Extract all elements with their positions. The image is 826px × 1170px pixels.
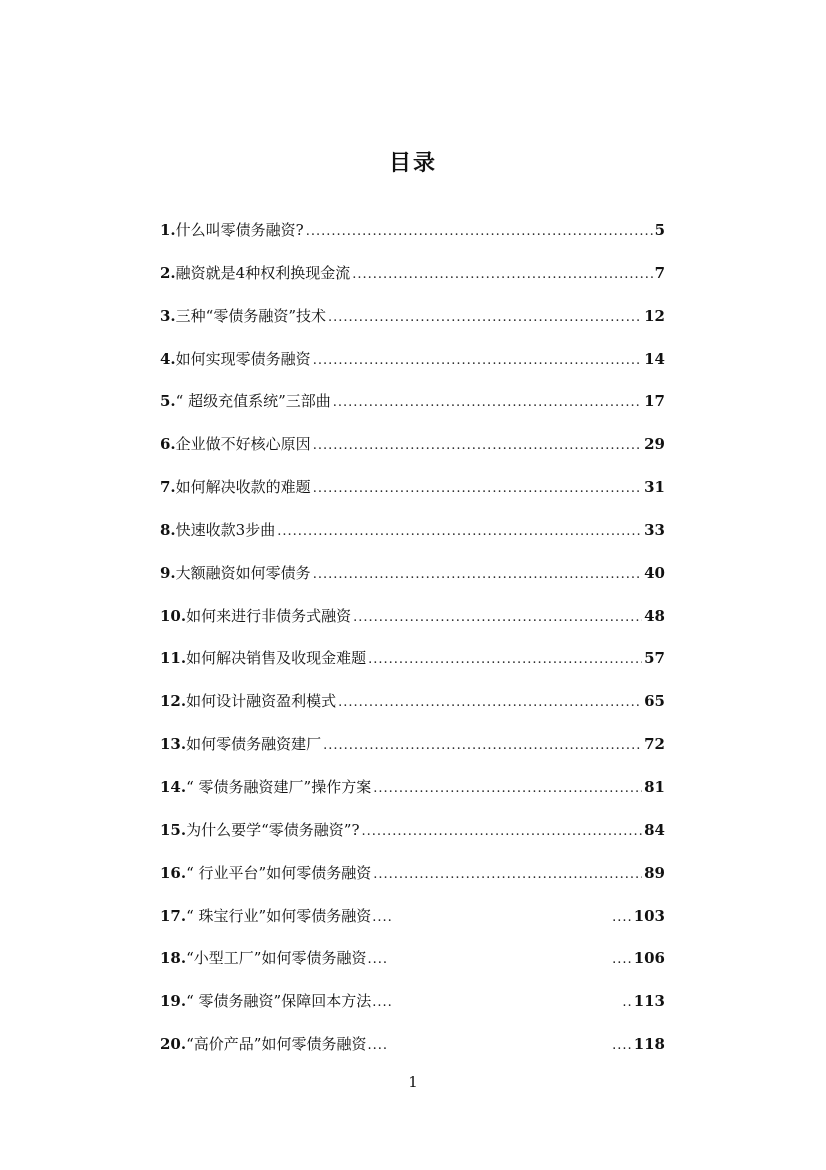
toc-entry[interactable] — [160, 729, 665, 772]
toc-entry-page: 72 — [644, 735, 665, 754]
toc-entry-title: “ 行业平台”如何零债务融资 — [186, 863, 372, 882]
toc-entry-page: 89 — [644, 863, 665, 882]
toc-entry-title: 融资就是4种权利换现金流 — [175, 263, 351, 282]
toc-entry-number: 10. — [160, 606, 187, 625]
toc-entry[interactable] — [160, 858, 665, 901]
toc-entry-title: 如何来进行非债务式融资 — [186, 606, 352, 625]
toc-entry-page: 106 — [633, 949, 665, 968]
toc-entry-title: “ 零债务融资”保障回本方法 — [186, 992, 372, 1011]
toc-entry[interactable] — [160, 943, 665, 986]
dot-leader — [352, 260, 652, 290]
toc-entry[interactable] — [160, 258, 665, 301]
toc-entry-number: 20. — [160, 1035, 187, 1054]
toc-entry-link[interactable] — [160, 515, 665, 547]
dot-leader — [306, 217, 653, 247]
toc-entry-link[interactable] — [160, 558, 665, 590]
toc-entry-number: 15. — [160, 820, 187, 839]
toc-entry-page: 81 — [644, 777, 665, 796]
toc-entry-title: “小型工厂”如何零债务融资 — [186, 949, 367, 968]
toc-entry[interactable] — [160, 472, 665, 515]
toc-entry-number: 2. — [160, 263, 176, 282]
toc-entry-link[interactable] — [160, 429, 665, 461]
toc-entry-number: 8. — [160, 520, 176, 539]
dot-leader — [313, 346, 642, 376]
toc-entry[interactable] — [160, 772, 665, 815]
toc-entry-page: 31 — [644, 478, 665, 497]
toc-entry-link[interactable] — [160, 258, 665, 290]
toc-entry-page: 5 — [654, 221, 665, 239]
toc-entry-title: 如何零债务融资建厂 — [186, 735, 322, 754]
toc-entry-page: 17 — [644, 392, 665, 411]
toc-entry-title: “ 零债务融资建厂”操作方案 — [186, 777, 372, 796]
dot-leader-prefix: .... — [612, 909, 633, 925]
toc-entry-title: 如何设计融资盈利模式 — [186, 692, 337, 711]
toc-entry-link[interactable] — [160, 901, 665, 933]
toc-entry-number: 19. — [160, 992, 187, 1011]
toc-entry[interactable] — [160, 901, 665, 944]
toc-entry-page: 57 — [644, 649, 665, 668]
toc-entry[interactable] — [160, 815, 665, 858]
toc-entry-title: 如何解决销售及收现金难题 — [186, 649, 367, 668]
dot-leader — [353, 603, 642, 633]
dot-leader — [367, 1031, 389, 1061]
toc-entry[interactable] — [160, 429, 665, 472]
toc-entry-number: 13. — [160, 735, 187, 754]
toc-entry-number: 14. — [160, 777, 187, 796]
toc-entry-number: 4. — [160, 349, 176, 368]
toc-entry-number: 7. — [160, 478, 176, 497]
dot-leader — [373, 774, 642, 804]
toc-entry-number: 3. — [160, 306, 176, 325]
dot-leader — [373, 860, 642, 890]
toc-entry-page: 113 — [633, 992, 665, 1011]
dot-leader — [362, 817, 643, 847]
toc-entry-link[interactable] — [160, 386, 665, 418]
toc-entry-link[interactable] — [160, 643, 665, 675]
toc-entry-number: 16. — [160, 863, 187, 882]
toc-entry-link[interactable] — [160, 729, 665, 761]
toc-entry[interactable] — [160, 643, 665, 686]
toc-entry[interactable] — [160, 986, 665, 1029]
toc-entry-title: 大额融资如何零债务 — [175, 563, 311, 582]
table-of-contents — [160, 215, 665, 1072]
toc-entry-page: 33 — [644, 520, 665, 539]
toc-entry[interactable] — [160, 301, 665, 344]
dot-leader — [368, 645, 642, 675]
toc-entry-page: 29 — [644, 435, 665, 454]
toc-entry-link[interactable] — [160, 344, 665, 376]
toc-entry-title: “ 珠宝行业”如何零债务融资 — [186, 906, 372, 925]
toc-entry-number: 9. — [160, 563, 176, 582]
dot-leader-prefix: .... — [612, 952, 633, 968]
toc-entry-title: 什么叫零债务融资? — [175, 221, 304, 239]
toc-entry-link[interactable] — [160, 772, 665, 804]
dot-leader — [313, 560, 642, 590]
toc-entry-number: 17. — [160, 906, 187, 925]
toc-entry-title: 如何解决收款的难题 — [175, 478, 311, 497]
toc-entry-title: 快速收款3步曲 — [175, 520, 276, 539]
toc-entry-link[interactable] — [160, 686, 665, 718]
toc-entry[interactable] — [160, 344, 665, 387]
toc-entry[interactable] — [160, 386, 665, 429]
dot-leader — [333, 388, 642, 418]
toc-entry-page: 12 — [644, 306, 665, 325]
toc-entry-link[interactable] — [160, 1029, 665, 1061]
toc-entry-page: 48 — [644, 606, 665, 625]
toc-entry-title: 为什么要学“零债务融资”? — [186, 820, 360, 839]
toc-entry-number: 5. — [160, 392, 176, 411]
toc-entry-number: 12. — [160, 692, 187, 711]
toc-entry-title: 企业做不好核心原因 — [175, 435, 311, 454]
toc-entry-link[interactable] — [160, 301, 665, 333]
toc-entry[interactable] — [160, 1029, 665, 1072]
toc-entry-number: 18. — [160, 949, 187, 968]
toc-entry-link[interactable] — [160, 601, 665, 633]
toc-entry-number: 1. — [160, 221, 176, 239]
toc-entry-page: 103 — [633, 906, 665, 925]
page-title: 目录 — [388, 150, 437, 176]
toc-entry-page: 65 — [644, 692, 665, 711]
toc-entry-page: 14 — [644, 349, 665, 368]
toc-entry-number: 11. — [160, 649, 187, 668]
dot-leader-prefix: .... — [612, 1038, 633, 1054]
toc-entry-number: 6. — [160, 435, 176, 454]
toc-entry-title: 三种“零债务融资”技术 — [175, 306, 327, 325]
toc-entry-page: 118 — [633, 1035, 665, 1054]
toc-entry-link[interactable] — [160, 943, 665, 975]
dot-leader-prefix: .. — [622, 995, 633, 1011]
toc-entry-title: 如何实现零债务融资 — [175, 349, 311, 368]
dot-leader — [323, 731, 642, 761]
dot-leader — [367, 945, 389, 975]
toc-entry-page: 40 — [644, 563, 665, 582]
toc-entry-link[interactable] — [160, 472, 665, 504]
toc-entry-title: “ 超级充值系统”三部曲 — [175, 392, 331, 411]
toc-entry[interactable] — [160, 215, 665, 258]
toc-entry[interactable] — [160, 601, 665, 644]
toc-entry[interactable] — [160, 686, 665, 729]
toc-entry[interactable] — [160, 558, 665, 601]
toc-entry-link[interactable] — [160, 986, 665, 1018]
dot-leader — [313, 431, 642, 461]
dot-leader — [277, 517, 642, 547]
toc-entry-title: “高价产品”如何零债务融资 — [186, 1035, 367, 1054]
dot-leader — [372, 903, 394, 933]
dot-leader — [338, 688, 642, 718]
toc-entry-link[interactable] — [160, 215, 665, 247]
dot-leader — [328, 303, 642, 333]
dot-leader — [372, 988, 394, 1018]
toc-entry-page: 84 — [644, 820, 665, 839]
toc-entry[interactable] — [160, 515, 665, 558]
dot-leader — [313, 474, 642, 504]
toc-entry-page: 7 — [654, 263, 665, 282]
toc-entry-link[interactable] — [160, 815, 665, 847]
page-number: 1 — [408, 1073, 418, 1091]
toc-entry-link[interactable] — [160, 858, 665, 890]
